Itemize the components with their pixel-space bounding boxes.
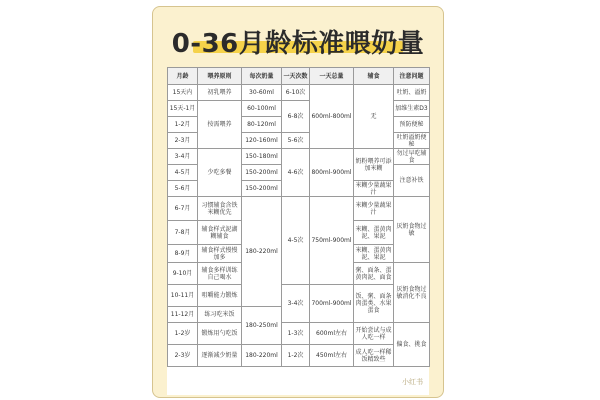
cell-age: 2-3月 (168, 133, 198, 149)
cell-age: 11-12月 (168, 307, 198, 323)
chart-card (152, 6, 444, 398)
feeding-table (167, 67, 430, 367)
cell-solid: 米糊少量蔬果汁 (354, 197, 394, 221)
cell-total: 700ml-900ml (310, 285, 354, 323)
cell-times: 4-5次 (282, 197, 310, 285)
header-principle: 喂养原则 (198, 68, 242, 85)
table-row (168, 85, 430, 101)
table-row (168, 197, 430, 221)
cell-notes: 偏食、挑食 (394, 323, 430, 367)
cell-age: 9-10月 (168, 263, 198, 285)
cell-total: 750ml-900ml (310, 197, 354, 285)
cell-solid: 成人吃一样稀饭精致些 (354, 345, 394, 367)
cell-age: 2-3岁 (168, 345, 198, 367)
cell-age: 7-8月 (168, 221, 198, 245)
cell-age: 3-4月 (168, 149, 198, 165)
header-times: 一天次数 (282, 68, 310, 85)
watermark-text: 小红书 (402, 378, 423, 386)
cell-notes: 注意补铁 (394, 165, 430, 197)
cell-principle: 少吃多餐 (198, 149, 242, 197)
cell-solid: 粥、面条、蛋黄肉泥、面食 (354, 263, 394, 285)
cell-times: 6-8次 (282, 101, 310, 133)
cell-principle: 习惯辅食含铁米糊优先 (198, 197, 242, 221)
cell-per-feed: 150-180ml (242, 149, 282, 165)
cell-per-feed: 60-100ml (242, 101, 282, 117)
cell-notes: 吐奶、溢奶 (394, 85, 430, 101)
cell-times: 6-10次 (282, 85, 310, 101)
cell-age: 1-2月 (168, 117, 198, 133)
cell-per-feed: 30-60ml (242, 85, 282, 101)
cell-times: 3-4次 (282, 285, 310, 323)
header-total: 一天总量 (310, 68, 354, 85)
cell-notes: 吐奶溢奶便秘 (394, 133, 430, 149)
cell-age: 8-9月 (168, 245, 198, 263)
cell-principle: 辅食多样训练自己喝水 (198, 263, 242, 285)
cell-solid: 米糊、蛋黄肉泥、果泥 (354, 221, 394, 245)
cell-times: 1-2次 (282, 345, 310, 367)
cell-solid: 米糊少量蔬果汁 (355, 181, 392, 196)
cell-times: 4-6次 (282, 149, 310, 197)
cell-solid: 无 (354, 85, 394, 149)
cell-age: 15天-1月 (168, 101, 198, 117)
table-row (168, 345, 430, 367)
table-row (168, 285, 430, 307)
header-notes: 注意问题 (394, 68, 430, 85)
cell-notes: 勿过早吃辅食 (394, 149, 430, 165)
header-per-feed: 每次奶量 (242, 68, 282, 85)
header-row (168, 68, 430, 85)
table-row (168, 323, 430, 345)
cell-per-feed: 180-220ml (242, 345, 282, 367)
cell-per-feed: 150-200ml (242, 165, 282, 181)
header-solid: 辅食 (354, 68, 394, 85)
cell-age: 6-7月 (168, 197, 198, 221)
feeding-table-wrap (167, 67, 429, 395)
cell-age: 1-2岁 (168, 323, 198, 345)
header-age: 月龄 (168, 68, 198, 85)
cell-per-feed: 180-250ml (242, 307, 282, 345)
cell-times: 5-6次 (282, 133, 310, 149)
cell-notes: 加维生素D3 (394, 101, 430, 117)
cell-notes: 预防便秘 (394, 117, 430, 133)
cell-per-feed: 80-120ml (242, 117, 282, 133)
cell-principle: 初乳喂养 (198, 85, 242, 101)
cell-times: 1-3次 (282, 323, 310, 345)
cell-principle: 练习吃米饭 (198, 307, 242, 323)
cell-principle: 锻炼用勺吃饭 (198, 323, 242, 345)
cell-age: 5-6月 (168, 181, 198, 197)
cell-per-feed: 150-200ml (242, 181, 282, 197)
cell-solid: 米糊、蛋黄肉泥、果泥 (355, 246, 392, 261)
cell-age: 4-5月 (168, 165, 198, 181)
cell-total: 450ml左右 (310, 345, 354, 367)
cell-principle: 按需喂养 (198, 101, 242, 149)
cell-solid: 奶粉喂养可添加米糊 (354, 149, 394, 181)
table-row (168, 149, 430, 165)
cell-principle: 辅食样式慢慢加多 (198, 245, 242, 263)
cell-per-feed: 120-160ml (242, 133, 282, 149)
cell-total: 600ml左右 (310, 323, 354, 345)
cell-principle: 咀嚼能力锻炼 (198, 285, 242, 307)
page-title: 0-36月龄标准喂奶量 (171, 28, 425, 59)
cell-age: 15天内 (168, 85, 198, 101)
cell-total: 800ml-900ml (310, 149, 354, 197)
cell-notes: 厌奶食物过敏 (394, 197, 430, 263)
cell-principle: 辅食样式泥湖糊辅食 (198, 221, 242, 245)
cell-total: 600ml-800ml (310, 85, 354, 149)
cell-per-feed: 180-220ml (242, 197, 282, 307)
cell-principle: 逐渐减少奶量 (198, 345, 242, 367)
cell-age: 10-11月 (168, 285, 198, 307)
cell-notes: 厌奶食物过敏消化不良 (394, 263, 430, 323)
cell-solid: 饭、粥、面条肉蛋类、水果蛋食 (354, 285, 394, 323)
cell-solid: 开始尝试与成人吃一样 (354, 323, 394, 345)
